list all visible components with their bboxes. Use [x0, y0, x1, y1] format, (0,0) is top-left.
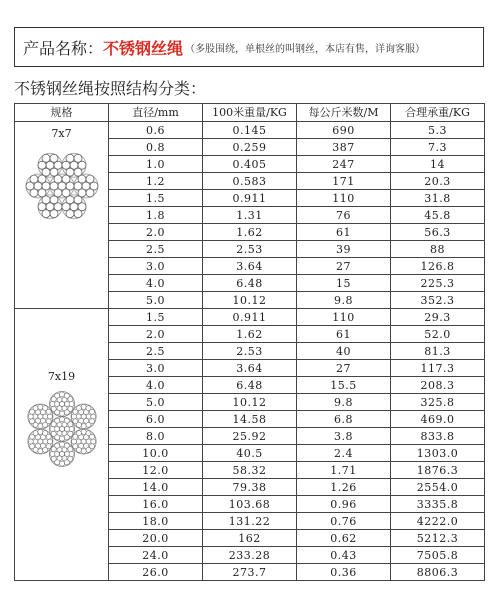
table-cell: 0.145: [203, 122, 297, 139]
table-cell: 2.0: [109, 326, 203, 343]
table-cell: 233.28: [203, 547, 297, 564]
table-cell: 2.53: [203, 241, 297, 258]
table-cell: 40: [297, 343, 391, 360]
table-cell: 1.26: [297, 479, 391, 496]
table-cell: 2.53: [203, 343, 297, 360]
table-cell: 7.3: [391, 139, 485, 156]
table-cell: 81.3: [391, 343, 485, 360]
column-header: 合理承重/KG: [391, 104, 485, 122]
table-cell: 0.8: [109, 139, 203, 156]
spec-cell: [15, 122, 109, 309]
table-cell: 0.43: [297, 547, 391, 564]
table-cell: 12.0: [109, 462, 203, 479]
table-cell: 5.0: [109, 292, 203, 309]
section-title: 不锈钢丝绳按照结构分类：: [14, 79, 207, 98]
table-cell: 1.5: [109, 309, 203, 326]
table-cell: 8806.3: [391, 564, 485, 581]
spec-name: 7x7: [51, 127, 72, 140]
product-name-label: 产品名称：: [23, 38, 104, 58]
spec-name: 7x19: [47, 370, 76, 383]
table-cell: 0.405: [203, 156, 297, 173]
table-cell: 3.8: [297, 428, 391, 445]
table-cell: 9.8: [297, 394, 391, 411]
table-cell: 14: [391, 156, 485, 173]
table-cell: 6.48: [203, 377, 297, 394]
product-note: （多股围绕，单根丝的叫钢丝，本店有售，详询客服）: [185, 43, 426, 55]
table-cell: 1.8: [109, 207, 203, 224]
table-cell: 10.12: [203, 394, 297, 411]
table-cell: 61: [297, 224, 391, 241]
table-cell: 45.8: [391, 207, 485, 224]
table-cell: 0.911: [203, 190, 297, 207]
table-cell: 6.0: [109, 411, 203, 428]
table-cell: 31.8: [391, 190, 485, 207]
table-cell: 110: [297, 190, 391, 207]
table-cell: 14.0: [109, 479, 203, 496]
table-cell: 0.259: [203, 139, 297, 156]
table-cell: 5.0: [109, 394, 203, 411]
table-cell: 1.2: [109, 173, 203, 190]
table-cell: 4.0: [109, 377, 203, 394]
table-cell: 56.3: [391, 224, 485, 241]
table-cell: 3.0: [109, 360, 203, 377]
table-cell: 110: [297, 309, 391, 326]
table-cell: 0.36: [297, 564, 391, 581]
table-cell: 2.5: [109, 343, 203, 360]
table-cell: 3.0: [109, 258, 203, 275]
table-cell: 325.8: [391, 394, 485, 411]
table-cell: 2.4: [297, 445, 391, 462]
rope-cross-section-icon: [23, 147, 101, 225]
table-cell: 2554.0: [391, 479, 485, 496]
table-cell: 0.911: [203, 309, 297, 326]
table-cell: 40.5: [203, 445, 297, 462]
table-cell: 225.3: [391, 275, 485, 292]
table-cell: 1.62: [203, 326, 297, 343]
table-cell: 10.0: [109, 445, 203, 462]
table-cell: 4222.0: [391, 513, 485, 530]
table-cell: 58.32: [203, 462, 297, 479]
table-cell: 14.58: [203, 411, 297, 428]
table-cell: 2.5: [109, 241, 203, 258]
table-cell: 3.64: [203, 258, 297, 275]
table-cell: 1.62: [203, 224, 297, 241]
product-header: [14, 27, 484, 67]
table-cell: 208.3: [391, 377, 485, 394]
table-cell: 27: [297, 258, 391, 275]
table-cell: 15.5: [297, 377, 391, 394]
table-cell: 5212.3: [391, 530, 485, 547]
table-cell: 1303.0: [391, 445, 485, 462]
table-cell: 1876.3: [391, 462, 485, 479]
table-cell: 162: [203, 530, 297, 547]
table-cell: 26.0: [109, 564, 203, 581]
table-cell: 39: [297, 241, 391, 258]
spec-table: [14, 103, 485, 581]
table-row: [15, 309, 485, 326]
table-cell: 6.48: [203, 275, 297, 292]
rope-cross-section-icon: [23, 390, 101, 468]
table-cell: 24.0: [109, 547, 203, 564]
table-cell: 4.0: [109, 275, 203, 292]
table-cell: 690: [297, 122, 391, 139]
table-cell: 16.0: [109, 496, 203, 513]
table-cell: 3335.8: [391, 496, 485, 513]
product-name: 不锈钢丝绳: [103, 38, 184, 58]
column-header: 直径/mm: [109, 104, 203, 122]
table-cell: 3.64: [203, 360, 297, 377]
table-cell: 171: [297, 173, 391, 190]
spec-cell: [15, 309, 109, 581]
table-header-row: [15, 104, 485, 122]
table-cell: 0.96: [297, 496, 391, 513]
table-cell: 10.12: [203, 292, 297, 309]
table-cell: 25.92: [203, 428, 297, 445]
column-header: 100米重量/KG: [203, 104, 297, 122]
table-cell: 20.0: [109, 530, 203, 547]
table-cell: 5.3: [391, 122, 485, 139]
table-cell: 15: [297, 275, 391, 292]
table-cell: 52.0: [391, 326, 485, 343]
table-cell: 1.31: [203, 207, 297, 224]
table-cell: 2.0: [109, 224, 203, 241]
table-cell: 0.76: [297, 513, 391, 530]
table-cell: 8.0: [109, 428, 203, 445]
table-cell: 352.3: [391, 292, 485, 309]
table-cell: 29.3: [391, 309, 485, 326]
table-cell: 131.22: [203, 513, 297, 530]
table-cell: 1.5: [109, 190, 203, 207]
table-cell: 117.3: [391, 360, 485, 377]
table-cell: 833.8: [391, 428, 485, 445]
table-cell: 7505.8: [391, 547, 485, 564]
table-cell: 27: [297, 360, 391, 377]
table-cell: 247: [297, 156, 391, 173]
table-cell: 0.62: [297, 530, 391, 547]
table-row: [15, 122, 485, 139]
table-cell: 79.38: [203, 479, 297, 496]
table-cell: 18.0: [109, 513, 203, 530]
table-cell: 1.71: [297, 462, 391, 479]
table-cell: 6.8: [297, 411, 391, 428]
table-cell: 387: [297, 139, 391, 156]
table-cell: 20.3: [391, 173, 485, 190]
table-cell: 0.583: [203, 173, 297, 190]
table-cell: 9.8: [297, 292, 391, 309]
table-cell: 88: [391, 241, 485, 258]
table-cell: 1.0: [109, 156, 203, 173]
table-cell: 273.7: [203, 564, 297, 581]
table-cell: 126.8: [391, 258, 485, 275]
table-cell: 76: [297, 207, 391, 224]
table-cell: 0.6: [109, 122, 203, 139]
column-header: 每公斤米数/M: [297, 104, 391, 122]
table-cell: 103.68: [203, 496, 297, 513]
table-cell: 469.0: [391, 411, 485, 428]
table-cell: 61: [297, 326, 391, 343]
column-header: 规格: [15, 104, 109, 122]
